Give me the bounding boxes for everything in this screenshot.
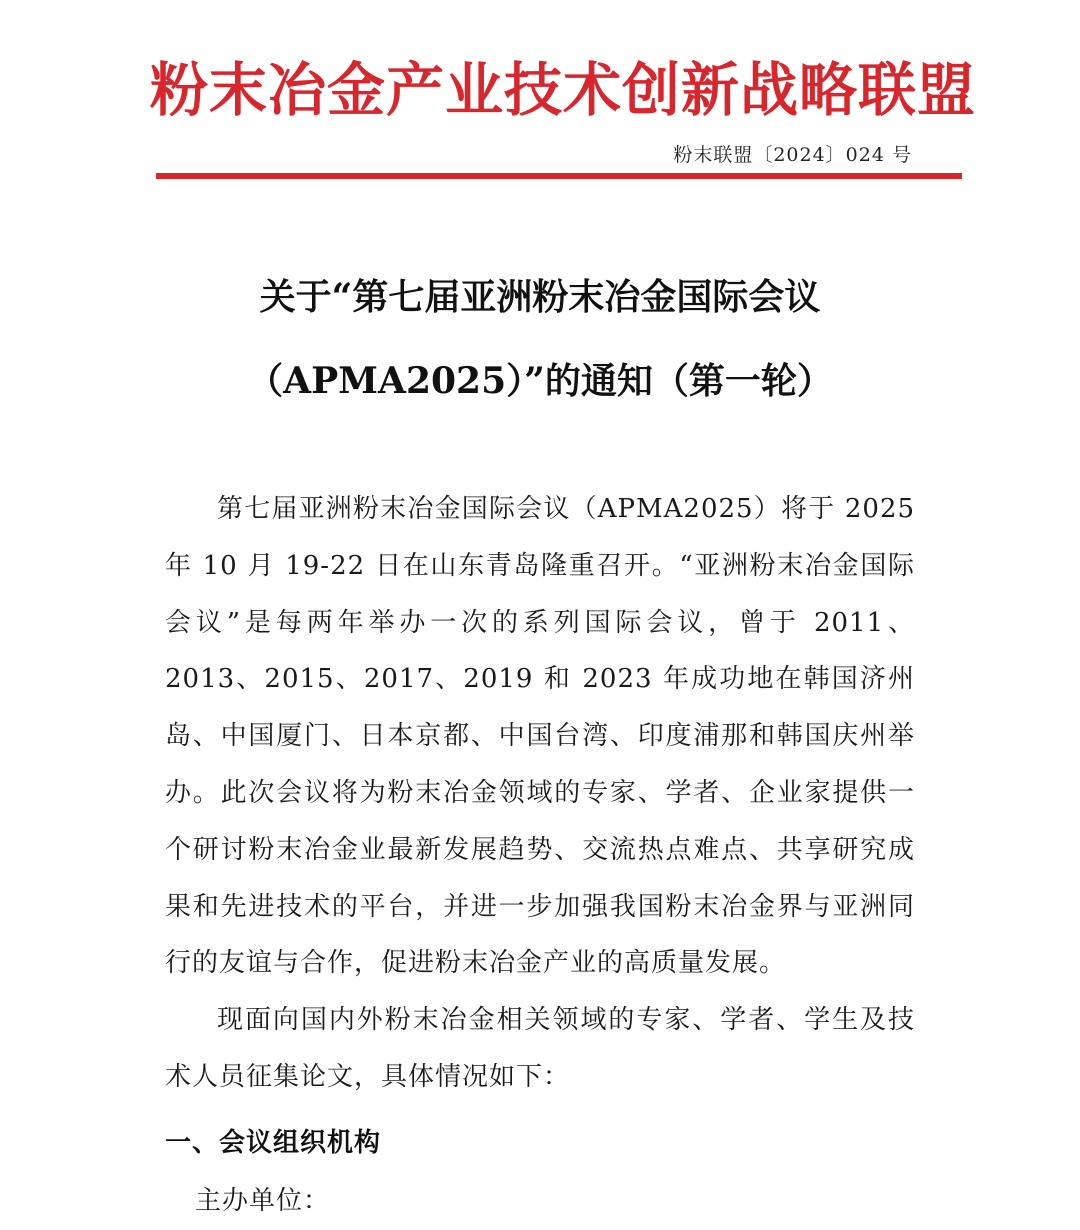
body-paragraph-call-for-papers: 现面向国内外粉末冶金相关领域的专家、学者、学生及技术人员征集论文，具体情况如下： xyxy=(165,1005,915,1092)
notice-title-line-2: （APMA2025）”的通知（第一轮） xyxy=(247,360,833,402)
letterhead-divider xyxy=(156,173,962,179)
organization-letterhead: 粉末冶金产业技术创新战略联盟 xyxy=(150,56,977,124)
body-paragraph-intro: 第七届亚洲粉末冶金国际会议（APMA2025）将于 2025 年 10 月 19-22 日在山东青岛隆重召开。“亚洲粉末冶金国际会议”是每两年举办一次的系列国际会议，曾于 2011、2013、2015、2017、2019 和 2023 年成功地在韩国济州岛、中国厦门、日本京都、中国台湾、印度浦那和韩国庆州举办。此次会议将为粉末冶金领域的专家、学者、企业家提供一个研讨粉末冶金业最新发展趋势、交流热点难点、共享研究成果和先进技术的平台，并进一步加强我国粉末冶金界与亚洲同行的友谊与合作，促进粉末冶金产业的高质量发展。 xyxy=(165,494,915,979)
document-number: 粉末联盟〔2024〕024 号 xyxy=(673,144,912,166)
sponsor-label: 主办单位： xyxy=(195,1186,331,1216)
section-heading-organization: 一、会议组织机构 xyxy=(165,1128,382,1158)
notice-title-line-1: 关于“第七届亚洲粉末冶金国际会议 xyxy=(259,276,821,318)
